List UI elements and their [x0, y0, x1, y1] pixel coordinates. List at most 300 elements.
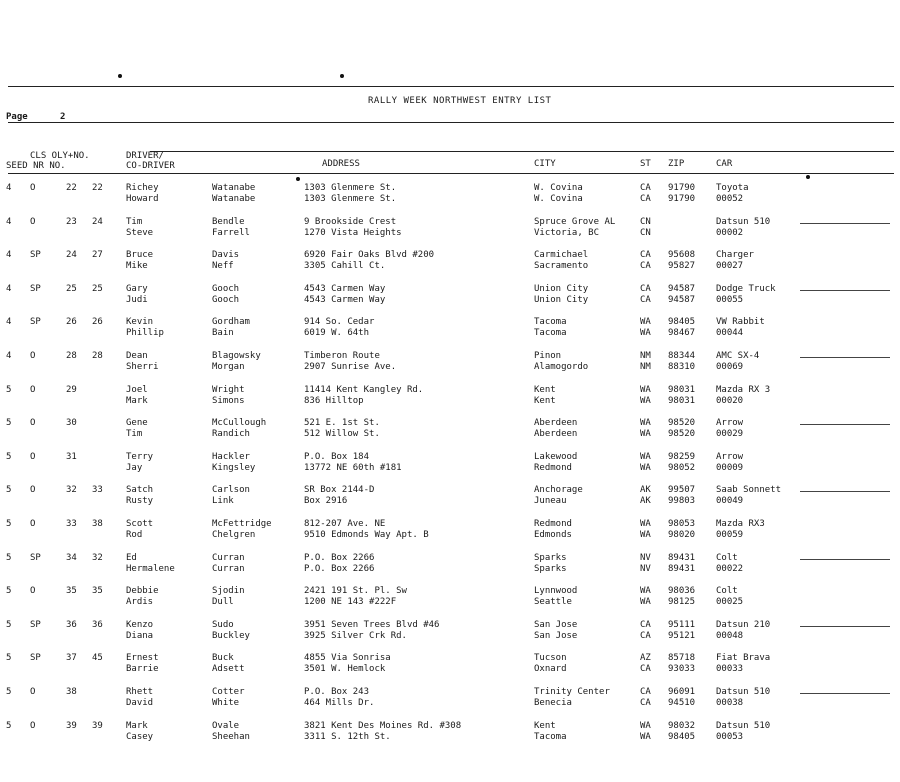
entry-d-st: CA — [640, 183, 651, 193]
entry-d-first: Dean — [126, 351, 148, 361]
entry-c-st: AK — [640, 496, 651, 507]
top-rule — [8, 86, 894, 87]
entry-d-addr: 2421 191 St. Pl. Sw — [304, 586, 407, 597]
entry-seed: 5 — [6, 586, 12, 597]
entry-row — [0, 316, 900, 346]
entry-c-last: Adsett — [212, 664, 245, 675]
entry-c-zip: 98020 — [668, 530, 696, 540]
entry-d-first: Ernest — [126, 653, 159, 664]
entry-c-st: WA — [640, 731, 651, 742]
entry-c-city: Seattle — [534, 597, 572, 608]
entry-c-zip: 98052 — [668, 462, 696, 473]
entry-c-st: NM — [640, 362, 651, 372]
entry-c-first: Mark — [126, 395, 148, 406]
entry-c-zip: 98031 — [668, 395, 696, 406]
entry-d-last: Hackler — [212, 451, 250, 462]
entry-c-st: WA — [640, 395, 651, 406]
entry-d-last: Buck — [212, 653, 234, 664]
entry-c-zip: 95121 — [668, 630, 696, 641]
entry-c-addr: 836 Hilltop — [304, 395, 364, 406]
entry-c-city: Tacoma — [534, 731, 567, 742]
entry-c-last: Morgan — [212, 362, 245, 372]
entry-nr: 23 — [66, 216, 77, 227]
entry-d-last: Ovale — [212, 720, 240, 731]
entry-c-last: Randich — [212, 429, 250, 440]
entry-car: Colt — [716, 552, 738, 563]
entry-c-zip: 98125 — [668, 597, 696, 608]
entry-d-addr: 3821 Kent Des Moines Rd. #308 — [304, 720, 462, 731]
entry-c-addr: Box 2916 — [304, 496, 348, 507]
entry-c-first: Rusty — [126, 496, 154, 507]
entry-c-last: Dull — [212, 597, 234, 608]
entry-row — [0, 484, 900, 514]
entry-car-no: 00048 — [716, 630, 744, 641]
entry-c-st: CA — [640, 698, 651, 708]
entry-c-addr: 3305 Cahill Ct. — [304, 261, 386, 272]
entry-d-first: Kevin — [126, 317, 154, 328]
entry-car-no: 00053 — [716, 731, 744, 742]
entry-seed: 4 — [6, 351, 12, 361]
entry-c-first: Mike — [126, 261, 148, 272]
entry-c-zip: 94587 — [668, 294, 696, 305]
entry-c-last: Curran — [212, 563, 245, 574]
entry-c-first: Howard — [126, 194, 159, 204]
entry-c-city: Aberdeen — [534, 429, 578, 440]
entry-seed: 5 — [6, 485, 12, 496]
entry-car-no: 00025 — [716, 597, 744, 608]
entry-d-st: CA — [640, 283, 651, 294]
entry-d-addr: P.O. Box 243 — [304, 687, 370, 697]
entry-d-zip: 85718 — [668, 653, 696, 664]
entry-no: 27 — [92, 250, 103, 261]
entry-car-no: 00038 — [716, 698, 744, 708]
entry-car: Arrow — [716, 418, 744, 429]
entry-d-st: CN — [640, 216, 651, 227]
page-title: RALLY WEEK NORTHWEST ENTRY LIST — [368, 96, 552, 106]
entry-d-st: CA — [640, 687, 651, 697]
header-cls-oly-no: CLS OLY+NO. — [30, 151, 90, 161]
entry-car: VW Rabbit — [716, 317, 765, 328]
entry-nr: 32 — [66, 485, 77, 496]
entry-car: Arrow — [716, 451, 744, 462]
entry-c-zip: 98405 — [668, 731, 696, 742]
entry-car-no: 00009 — [716, 462, 744, 473]
entry-cls: O — [30, 687, 36, 697]
header-city: CITY — [534, 159, 556, 169]
entry-d-addr: 4855 Via Sonrisa — [304, 653, 391, 664]
entry-car: Datsun 510 — [716, 720, 771, 731]
entry-car-no: 00033 — [716, 664, 744, 675]
entry-d-first: Kenzo — [126, 619, 154, 630]
entry-c-first: Sherri — [126, 362, 159, 372]
entry-d-first: Debbie — [126, 586, 159, 597]
entry-d-first: Richey — [126, 183, 159, 193]
entry-d-city: Union City — [534, 283, 589, 294]
entry-d-city: Sparks — [534, 552, 567, 563]
entry-no: 35 — [92, 586, 103, 597]
entry-seed: 5 — [6, 720, 12, 731]
entry-cls: O — [30, 183, 36, 193]
entry-d-first: Joel — [126, 384, 148, 395]
entry-d-last: Wright — [212, 384, 245, 395]
entry-c-first: Hermalene — [126, 563, 175, 574]
entry-car-no: 00027 — [716, 261, 744, 272]
speck — [296, 177, 300, 181]
entry-cls: SP — [30, 317, 41, 328]
entry-d-zip: 96091 — [668, 687, 696, 697]
entry-nr: 34 — [66, 552, 77, 563]
entry-d-addr: 3951 Seven Trees Blvd #46 — [304, 619, 440, 630]
entry-seed: 5 — [6, 451, 12, 462]
entry-d-city: W. Covina — [534, 183, 583, 193]
entry-nr: 33 — [66, 519, 77, 529]
entry-d-city: Tacoma — [534, 317, 567, 328]
entry-c-city: Edmonds — [534, 530, 572, 540]
entry-d-city: Aberdeen — [534, 418, 578, 429]
entry-c-first: Rod — [126, 530, 143, 540]
entry-d-st: WA — [640, 317, 651, 328]
entry-c-zip: 91790 — [668, 194, 696, 204]
entry-d-first: Scott — [126, 519, 154, 529]
entry-d-st: CA — [640, 619, 651, 630]
entry-d-zip: 91790 — [668, 183, 696, 193]
entry-c-st: WA — [640, 530, 651, 540]
entry-d-city: Anchorage — [534, 485, 583, 496]
entry-no: 38 — [92, 519, 103, 529]
entry-seed: 5 — [6, 519, 12, 529]
entry-cls: SP — [30, 250, 41, 261]
entry-seed: 5 — [6, 552, 12, 563]
entry-c-addr: 2907 Sunrise Ave. — [304, 362, 397, 372]
entry-car-no: 00022 — [716, 563, 744, 574]
page-number: 2 — [60, 112, 66, 122]
entry-d-zip: 98036 — [668, 586, 696, 597]
entry-c-city: W. Covina — [534, 194, 583, 204]
entry-c-city: Sacramento — [534, 261, 589, 272]
entry-c-city: Victoria, BC — [534, 227, 600, 238]
entry-car: Fiat Brava — [716, 653, 771, 664]
entry-car-no: 00069 — [716, 362, 744, 372]
entry-car: Datsun 510 — [716, 216, 771, 227]
entry-d-st: CA — [640, 250, 651, 261]
entry-nr: 30 — [66, 418, 77, 429]
entry-seed: 4 — [6, 250, 12, 261]
entry-row — [0, 552, 900, 582]
entry-d-st: WA — [640, 418, 651, 429]
entry-d-addr: 9 Brookside Crest — [304, 216, 397, 227]
entry-c-first: David — [126, 698, 154, 708]
header-st: ST — [640, 159, 651, 169]
entry-c-addr: 512 Willow St. — [304, 429, 380, 440]
entry-row — [0, 652, 900, 682]
entry-d-addr: 914 So. Cedar — [304, 317, 375, 328]
entry-car-no: 00055 — [716, 294, 744, 305]
entry-car-no: 00049 — [716, 496, 744, 507]
entry-d-zip: 95111 — [668, 619, 696, 630]
entry-no: 25 — [92, 283, 103, 294]
entry-c-city: Sparks — [534, 563, 567, 574]
entry-d-st: NV — [640, 552, 651, 563]
entry-d-addr: 6920 Fair Oaks Blvd #200 — [304, 250, 435, 261]
entry-c-last: White — [212, 698, 240, 708]
entry-nr: 31 — [66, 451, 77, 462]
entry-c-addr: 4543 Carmen Way — [304, 294, 386, 305]
fill-line — [800, 559, 890, 560]
entry-nr: 28 — [66, 351, 77, 361]
entry-c-city: Union City — [534, 294, 589, 305]
entry-seed: 4 — [6, 317, 12, 328]
entry-cls: SP — [30, 552, 41, 563]
entry-c-city: Kent — [534, 395, 556, 406]
entry-c-last: Buckley — [212, 630, 250, 641]
entry-seed: 5 — [6, 418, 12, 429]
header-driver: DRIVER/ — [126, 151, 164, 161]
entry-c-addr: P.O. Box 2266 — [304, 563, 375, 574]
entry-cls: SP — [30, 283, 41, 294]
entry-nr: 25 — [66, 283, 77, 294]
entry-c-zip: 89431 — [668, 563, 696, 574]
entry-d-zip: 98405 — [668, 317, 696, 328]
entry-c-st: WA — [640, 597, 651, 608]
entry-c-st: CA — [640, 261, 651, 272]
entry-d-addr: 4543 Carmen Way — [304, 283, 386, 294]
entry-c-addr: 9510 Edmonds Way Apt. B — [304, 530, 429, 540]
entry-c-city: Benecia — [534, 698, 572, 708]
entry-c-first: Phillip — [126, 328, 164, 339]
entry-d-city: Spruce Grove AL — [534, 216, 616, 227]
entry-cls: O — [30, 451, 36, 462]
entry-row — [0, 518, 900, 548]
entry-d-first: Bruce — [126, 250, 154, 261]
entry-cls: O — [30, 485, 36, 496]
entry-car: Dodge Truck — [716, 283, 776, 294]
header-top-rule — [150, 151, 894, 152]
entry-row — [0, 249, 900, 279]
entry-car: Charger — [716, 250, 754, 261]
entry-d-city: Kent — [534, 384, 556, 395]
entry-row — [0, 619, 900, 649]
entry-row — [0, 350, 900, 380]
entry-d-addr: 11414 Kent Kangley Rd. — [304, 384, 424, 395]
fill-line — [800, 626, 890, 627]
entry-c-addr: 3311 S. 12th St. — [304, 731, 391, 742]
entry-c-last: Link — [212, 496, 234, 507]
entry-d-zip: 98053 — [668, 519, 696, 529]
entry-c-st: CA — [640, 630, 651, 641]
entry-row — [0, 585, 900, 615]
entry-car: Datsun 510 — [716, 687, 771, 697]
entry-c-st: CN — [640, 227, 651, 238]
entry-c-zip: 88310 — [668, 362, 696, 372]
entry-d-first: Rhett — [126, 687, 154, 697]
entry-c-last: Kingsley — [212, 462, 256, 473]
entry-no: 36 — [92, 619, 103, 630]
entry-c-zip: 93033 — [668, 664, 696, 675]
entry-d-zip: 99507 — [668, 485, 696, 496]
entry-nr: 22 — [66, 183, 77, 193]
entry-car: Colt — [716, 586, 738, 597]
entry-d-last: McCullough — [212, 418, 267, 429]
entry-row — [0, 283, 900, 313]
entry-cls: O — [30, 351, 36, 361]
entry-no: 45 — [92, 653, 103, 664]
entry-d-city: Pinon — [534, 351, 562, 361]
header-seed-nr-no: SEED NR NO. — [6, 161, 66, 171]
entry-c-first: Judi — [126, 294, 148, 305]
entry-d-first: Terry — [126, 451, 154, 462]
entry-d-zip: 98031 — [668, 384, 696, 395]
entry-seed: 5 — [6, 687, 12, 697]
entry-d-city: Carmichael — [534, 250, 589, 261]
entry-nr: 29 — [66, 384, 77, 395]
entry-c-st: WA — [640, 328, 651, 339]
entry-d-city: Kent — [534, 720, 556, 731]
entry-c-zip: 98467 — [668, 328, 696, 339]
speck — [118, 74, 122, 78]
entry-c-city: San Jose — [534, 630, 578, 641]
entry-d-last: Bendle — [212, 216, 245, 227]
entry-d-addr: 812-207 Ave. NE — [304, 519, 386, 529]
entry-seed: 4 — [6, 183, 12, 193]
entry-car: Saab Sonnett — [716, 485, 782, 496]
entry-c-city: Tacoma — [534, 328, 567, 339]
entry-c-last: Bain — [212, 328, 234, 339]
entry-d-first: Gene — [126, 418, 148, 429]
entry-cls: O — [30, 586, 36, 597]
entry-d-city: Lynnwood — [534, 586, 578, 597]
entry-d-st: WA — [640, 586, 651, 597]
entry-cls: O — [30, 216, 36, 227]
entry-car: AMC SX-4 — [716, 351, 760, 361]
entry-seed: 5 — [6, 619, 12, 630]
speck — [340, 74, 344, 78]
header-car: CAR — [716, 159, 733, 169]
entry-d-st: AZ — [640, 653, 651, 664]
entry-c-last: Neff — [212, 261, 234, 272]
entry-cls: O — [30, 519, 36, 529]
entry-nr: 24 — [66, 250, 77, 261]
entry-c-st: WA — [640, 462, 651, 473]
entry-d-addr: 1303 Glenmere St. — [304, 183, 397, 193]
entry-d-last: Watanabe — [212, 183, 256, 193]
entry-d-zip: 88344 — [668, 351, 696, 361]
entry-d-city: Tucson — [534, 653, 567, 664]
entry-nr: 38 — [66, 687, 77, 697]
entry-c-first: Steve — [126, 227, 154, 238]
entry-row — [0, 417, 900, 447]
entry-row — [0, 720, 900, 750]
entry-no: 33 — [92, 485, 103, 496]
entry-c-addr: 464 Mills Dr. — [304, 698, 375, 708]
entry-cls: SP — [30, 653, 41, 664]
entry-d-zip: 89431 — [668, 552, 696, 563]
entry-car-no: 00020 — [716, 395, 744, 406]
fill-line — [800, 491, 890, 492]
entry-d-last: Blagowsky — [212, 351, 261, 361]
entry-no: 39 — [92, 720, 103, 731]
entry-d-addr: SR Box 2144-D — [304, 485, 375, 496]
entry-d-last: Sudo — [212, 619, 234, 630]
entry-d-zip: 98520 — [668, 418, 696, 429]
entry-cls: SP — [30, 619, 41, 630]
entry-c-last: Gooch — [212, 294, 240, 305]
entry-d-addr: 521 E. 1st St. — [304, 418, 380, 429]
entry-d-last: Carlson — [212, 485, 250, 496]
entry-c-last: Chelgren — [212, 530, 256, 540]
entry-no: 24 — [92, 216, 103, 227]
entry-d-last: Sjodin — [212, 586, 245, 597]
entry-c-first: Diana — [126, 630, 154, 641]
entry-cls: O — [30, 384, 36, 395]
entry-nr: 39 — [66, 720, 77, 731]
entry-d-first: Ed — [126, 552, 137, 563]
entry-seed: 5 — [6, 384, 12, 395]
entry-cls: O — [30, 720, 36, 731]
entry-d-first: Gary — [126, 283, 148, 294]
entry-d-st: WA — [640, 720, 651, 731]
entry-d-city: Lakewood — [534, 451, 578, 462]
entry-d-city: Redmond — [534, 519, 572, 529]
entry-c-zip: 95827 — [668, 261, 696, 272]
entry-c-addr: 1200 NE 143 #222F — [304, 597, 397, 608]
entry-car-no: 00059 — [716, 530, 744, 540]
entry-c-city: Oxnard — [534, 664, 567, 675]
fill-line — [800, 693, 890, 694]
entry-d-zip: 95608 — [668, 250, 696, 261]
entry-d-first: Mark — [126, 720, 148, 731]
entry-row — [0, 451, 900, 481]
entry-no: 28 — [92, 351, 103, 361]
entry-d-last: McFettridge — [212, 519, 272, 529]
entry-no: 32 — [92, 552, 103, 563]
entry-car-no: 00029 — [716, 429, 744, 440]
entry-d-addr: Timberon Route — [304, 351, 380, 361]
entry-nr: 36 — [66, 619, 77, 630]
entry-c-addr: 3501 W. Hemlock — [304, 664, 386, 675]
entry-nr: 37 — [66, 653, 77, 664]
entry-c-city: Redmond — [534, 462, 572, 473]
entry-c-zip: 98520 — [668, 429, 696, 440]
entry-car: Datsun 210 — [716, 619, 771, 630]
entry-nr: 26 — [66, 317, 77, 328]
entry-d-st: WA — [640, 519, 651, 529]
entry-c-last: Watanabe — [212, 194, 256, 204]
entry-seed: 4 — [6, 216, 12, 227]
entry-d-st: NM — [640, 351, 651, 361]
entry-c-last: Sheehan — [212, 731, 250, 742]
entry-seed: 4 — [6, 283, 12, 294]
entry-c-first: Jay — [126, 462, 143, 473]
entry-c-last: Simons — [212, 395, 245, 406]
entry-seed: 5 — [6, 653, 12, 664]
entry-cls: O — [30, 418, 36, 429]
entry-d-city: San Jose — [534, 619, 578, 630]
entry-c-first: Ardis — [126, 597, 154, 608]
entry-c-addr: 3925 Silver Crk Rd. — [304, 630, 407, 641]
fill-line — [800, 357, 890, 358]
entry-d-last: Davis — [212, 250, 240, 261]
entry-d-st: AK — [640, 485, 651, 496]
entry-no: 26 — [92, 317, 103, 328]
header-zip: ZIP — [668, 159, 685, 169]
speck — [806, 175, 810, 179]
fill-line — [800, 290, 890, 291]
entry-d-last: Gooch — [212, 283, 240, 294]
entry-car: Toyota — [716, 183, 749, 193]
entry-c-st: CA — [640, 194, 651, 204]
entry-c-addr: 6019 W. 64th — [304, 328, 370, 339]
entry-car-no: 00044 — [716, 328, 744, 339]
